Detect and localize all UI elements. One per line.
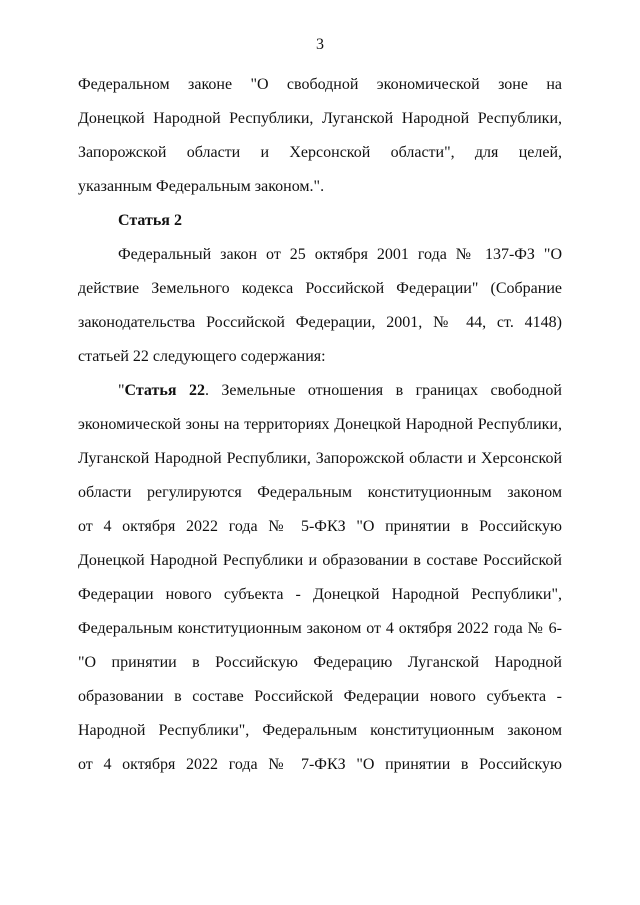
page-number: 3 bbox=[316, 36, 324, 53]
text-line: Народной Республики", Федеральным конституционным законом bbox=[78, 722, 562, 739]
text-line: указанным Федеральным законом.". bbox=[78, 178, 325, 195]
paragraph-federal-law-end bbox=[78, 68, 562, 204]
text-line: образовании в составе Российской Федерации нового субъекта - bbox=[78, 688, 562, 705]
text-line: области регулируются Федеральным конституционным законом bbox=[78, 484, 562, 501]
article-2-heading: Статья 2 bbox=[118, 212, 182, 229]
open-quote: " bbox=[118, 382, 125, 399]
text-line: Донецкой Народной Республики и образовании в составе Российской bbox=[78, 552, 562, 569]
text-line: статьей 22 следующего содержания: bbox=[78, 348, 326, 365]
text-line: Федеральным конституционным законом от 4 октября 2022 года № 6- bbox=[78, 620, 562, 637]
text-line: Луганской Народной Республики, Запорожской области и Херсонской bbox=[78, 450, 562, 467]
article-22-first-line-text: . Земельные отношения в границах свободной bbox=[204, 382, 562, 399]
text-line: от 4 октября 2022 года № 7-ФКЗ "О принятии в Российскую bbox=[78, 756, 562, 773]
text-line: Донецкой Народной Республики, Луганской Народной Республики, bbox=[78, 110, 562, 127]
text-line: от 4 октября 2022 года № 5-ФКЗ "О принятии в Российскую bbox=[78, 518, 562, 535]
text-line: экономической зоны на территориях Донецкой Народной Республики, bbox=[78, 416, 562, 433]
document-body bbox=[78, 68, 562, 782]
text-line: Федерации нового субъекта - Донецкой Народной Республики", bbox=[78, 586, 562, 603]
article-22-first-line bbox=[78, 374, 562, 408]
text-line: действие Земельного кодекса Российской Федерации" (Собрание bbox=[78, 280, 562, 297]
article-22-paragraph bbox=[78, 374, 562, 782]
text-line: Федеральном законе "О свободной экономической зоне на bbox=[78, 76, 562, 93]
article-22-heading: Статья 22 bbox=[124, 382, 205, 399]
article-2-paragraph bbox=[78, 238, 562, 374]
text-line: Запорожской области и Херсонской области", для целей, bbox=[78, 144, 562, 161]
text-line: "О принятии в Российскую Федерацию Луганской Народной bbox=[78, 654, 562, 671]
text-line: законодательства Российской Федерации, 2001, № 44, ст. 4148) bbox=[78, 314, 562, 331]
text-line: Федеральный закон от 25 октября 2001 года № 137-ФЗ "О bbox=[118, 246, 562, 263]
